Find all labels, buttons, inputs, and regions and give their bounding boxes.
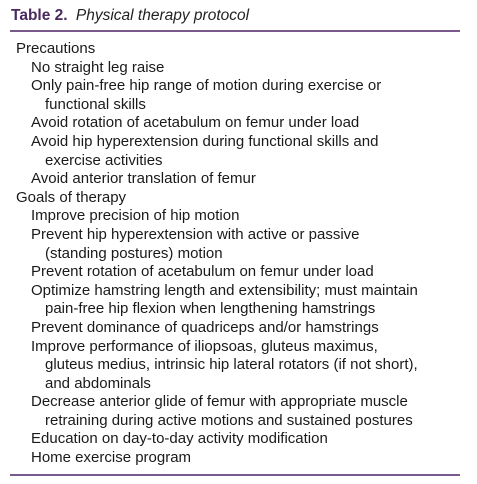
item-line: Prevent hip hyperextension with active or passive	[31, 225, 360, 243]
item-line-continued: exercise activities	[45, 151, 163, 169]
section-heading: Goals of therapy	[16, 188, 127, 206]
item-line-continued: functional skills	[45, 95, 146, 113]
item-line: Optimize hamstring length and extensibility; must maintain	[31, 281, 418, 299]
list-item	[10, 263, 460, 282]
section-precautions	[10, 40, 460, 189]
item-line: Decrease anterior glide of femur with appropriate muscle	[31, 393, 408, 411]
item-line: No straight leg raise	[31, 58, 165, 76]
item-line-continued: (standing postures) motion	[45, 244, 223, 262]
item-line: Avoid hip hyperextension during functional skills and	[31, 132, 379, 150]
item-line: Prevent dominance of quadriceps and/or hamstrings	[31, 318, 379, 336]
item-line: Avoid anterior translation of femur	[31, 170, 256, 188]
table-title: Physical therapy protocol	[75, 7, 250, 24]
item-line: Prevent rotation of acetabulum on femur under load	[31, 263, 374, 281]
item-line: Education on day-to-day activity modification	[31, 430, 328, 448]
list-item	[10, 59, 460, 78]
list-item	[10, 170, 460, 189]
section-heading: Precautions	[16, 40, 96, 57]
table-caption	[10, 4, 460, 28]
list-item	[10, 449, 460, 468]
list-item	[10, 77, 460, 114]
item-line-continued: gluteus medius, intrinsic hip lateral rotators (if not short),	[45, 356, 418, 374]
list-item	[10, 393, 460, 430]
table-body	[10, 32, 460, 468]
list-item	[10, 114, 460, 133]
bottom-rule	[10, 474, 460, 476]
item-line-continued: and abdominals	[45, 374, 151, 392]
list-item	[10, 226, 460, 263]
list-item	[10, 338, 460, 394]
list-item	[10, 207, 460, 226]
item-line-continued: retraining during active motions and sustained postures	[45, 411, 413, 429]
list-item	[10, 133, 460, 170]
item-line-continued: pain-free hip flexion when lengthening hamstrings	[45, 300, 376, 318]
item-line: Only pain-free hip range of motion during exercise or	[31, 77, 382, 95]
section-goals-of-therapy	[10, 189, 460, 468]
physical-therapy-table	[10, 4, 460, 476]
item-line: Home exercise program	[31, 449, 192, 467]
list-item	[10, 319, 460, 338]
item-line: Improve performance of iliopsoas, gluteus maximus,	[31, 337, 378, 355]
list-item	[10, 282, 460, 319]
item-line: Avoid rotation of acetabulum on femur under load	[31, 114, 360, 132]
list-item	[10, 430, 460, 449]
table-label: Table 2.	[11, 7, 68, 24]
item-line: Improve precision of hip motion	[31, 207, 240, 225]
